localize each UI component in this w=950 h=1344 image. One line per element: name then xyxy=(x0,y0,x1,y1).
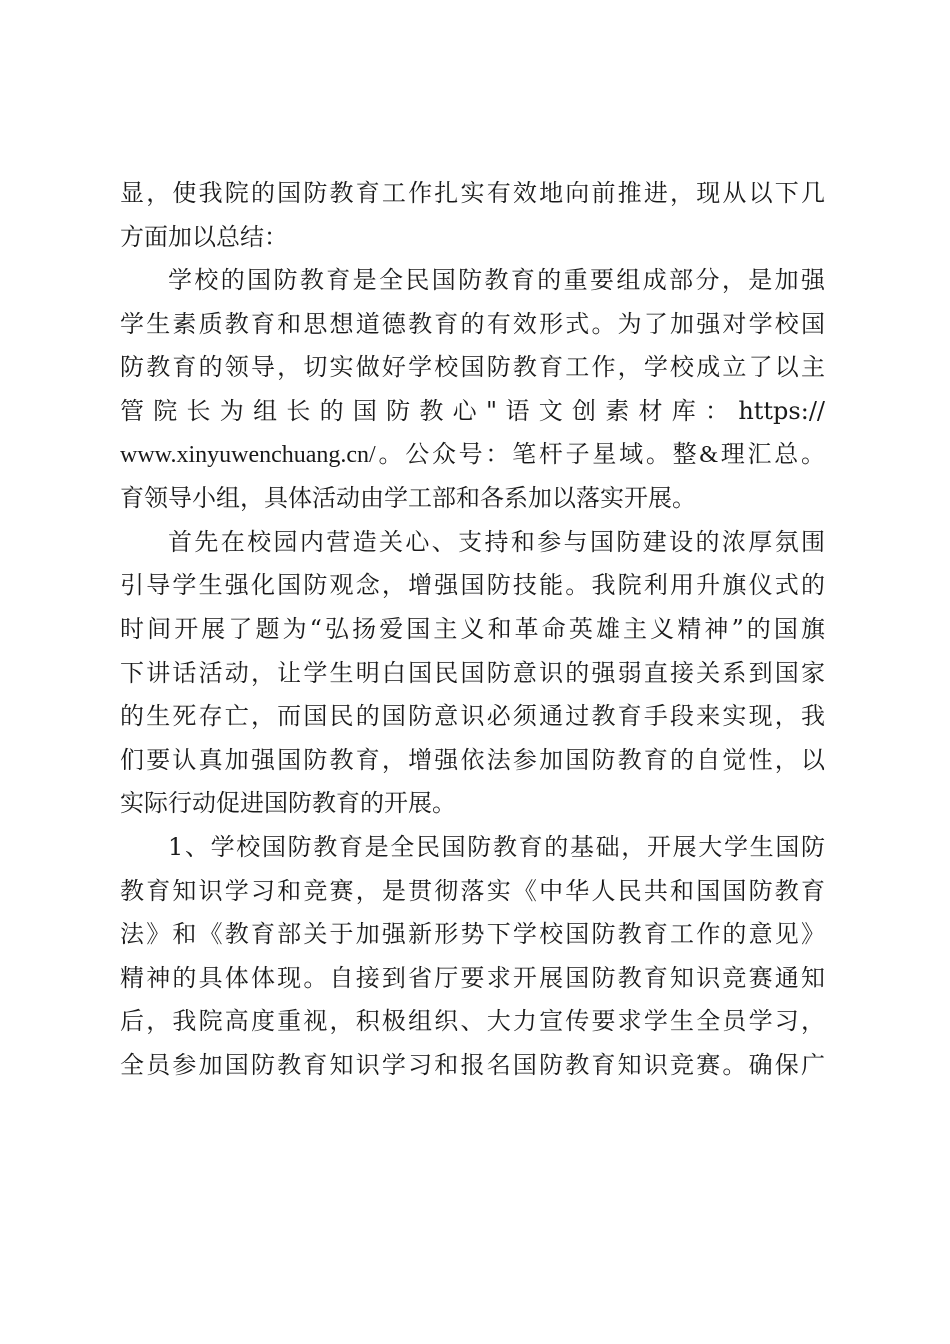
text-line-8: 育领导小组，具体活动由学工部和各系加以落实开展。 xyxy=(120,484,696,513)
text-line-20: 后，我院高度重视，积极组织、大力宣传要求学生全员学习， xyxy=(120,1007,825,1036)
text-line-17: 教育知识学习和竞赛，是贯彻落实《中华人民共和国国防教育 xyxy=(120,876,825,905)
text-line-2: 方面加以总结： xyxy=(120,222,288,251)
text-line-10: 引导学生强化国防观念，增强国防技能。我院利用升旗仪式的 xyxy=(120,571,825,600)
text-line-6: 管 院 长 为 组 长 的 国 防 教 心 " 语 文 创 素 材 库 ： https:// xyxy=(120,396,825,425)
text-line-1: 显，使我院的国防教育工作扎实有效地向前推进，现从以下几 xyxy=(120,179,825,207)
text-line-21: 全员参加国防教育知识学习和报名国防教育知识竞赛。确保广 xyxy=(120,1050,825,1079)
text-line-14: 们要认真加强国防教育，增强依法参加国防教育的自觉性，以 xyxy=(120,745,825,774)
text-line-18: 法》和《教育部关于加强新形势下学校国防教育工作的意见》 xyxy=(120,920,825,949)
text-line-13: 的生死存亡，而国民的国防意识必须通过教育手段来实现，我 xyxy=(120,702,825,731)
text-line-5: 防教育的领导，切实做好学校国防教育工作，学校成立了以主 xyxy=(120,353,825,382)
text-line-3: 学校的国防教育是全民国防教育的重要组成部分，是加强 xyxy=(168,266,825,295)
text-line-11: 时间开展了题为“弘扬爱国主义和革命英雄主义精神”的国旗 xyxy=(120,614,825,643)
text-line-9: 首先在校园内营造关心、支持和参与国防建设的浓厚氛围 xyxy=(168,527,825,556)
text-line-16: 1、学校国防教育是全民国防教育的基础，开展大学生国防 xyxy=(168,832,825,861)
text-line-15: 实际行动促进国防教育的开展。 xyxy=(120,789,456,818)
text-line-12: 下讲话活动，让学生明白国民国防意识的强弱直接关系到国家 xyxy=(120,658,825,687)
text-line-19: 精神的具体体现。自接到省厅要求开展国防教育知识竞赛通知 xyxy=(120,963,825,992)
document-body xyxy=(120,172,825,1087)
text-line-7: www.xinyuwenchuang.cn/。公众号：笔杆子星域。整&理汇总。 xyxy=(120,441,825,468)
text-line-4: 学生素质教育和思想道德教育的有效形式。为了加强对学校国 xyxy=(120,309,825,338)
